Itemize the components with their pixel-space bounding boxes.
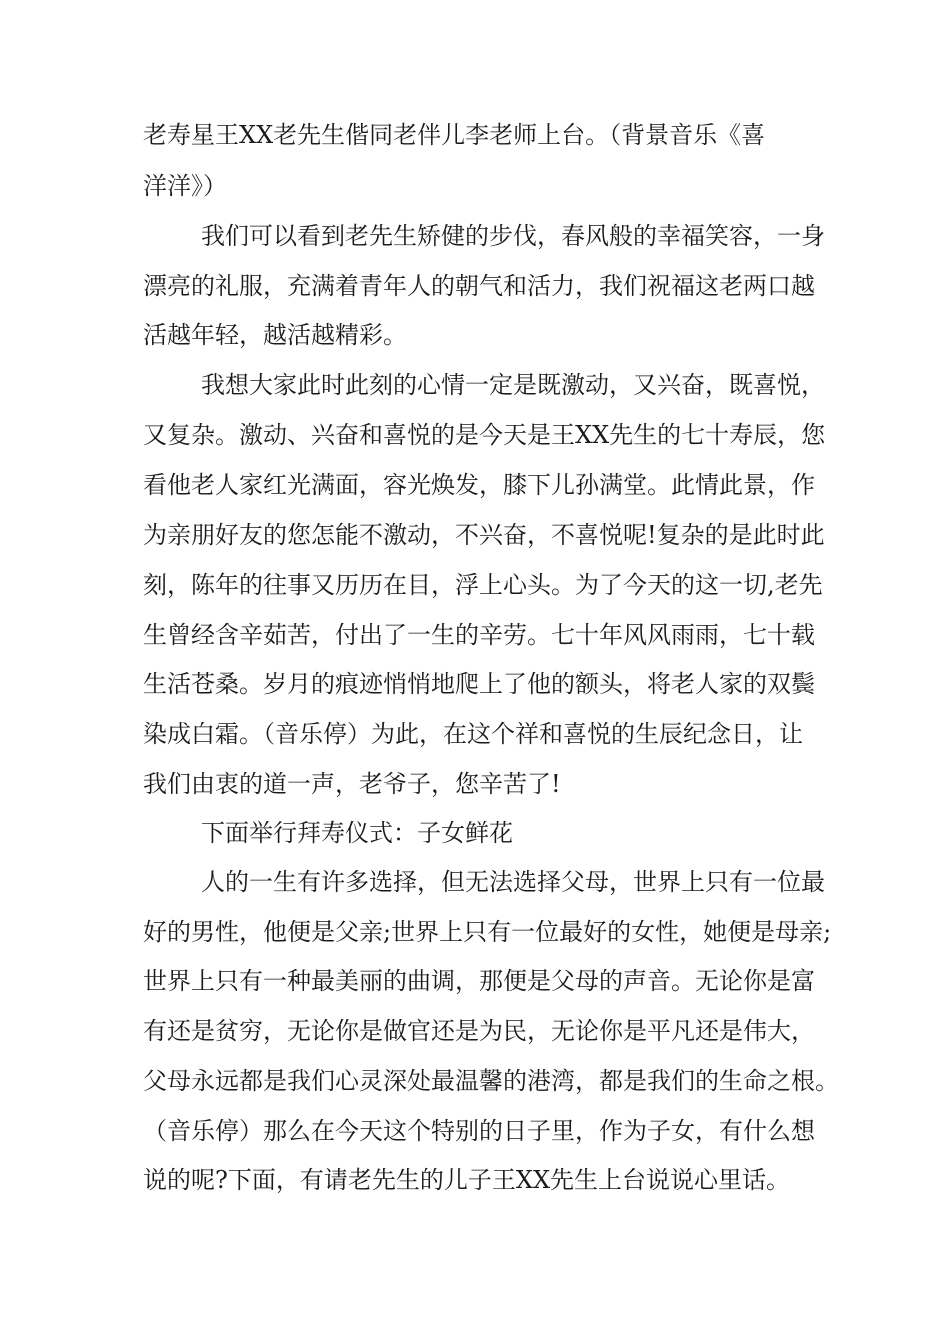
text-line: 染成白霜。（音乐停）为此，在这个祥和喜悦的生辰纪念日，让 [143, 720, 803, 748]
text-line: 世界上只有一种最美丽的曲调，那便是父母的声音。无论你是富 [143, 967, 815, 995]
text-line: 漂亮的礼服，充满着青年人的朝气和活力，我们祝福这老两口越 [143, 272, 815, 300]
text-line: 好的男性，他便是父亲;世界上只有一位最好的女性，她便是母亲; [143, 918, 832, 946]
text-line: 老寿星王XX老先生偕同老伴儿李老师上台。（背景音乐《喜 [143, 121, 766, 149]
paragraph-start-line: 我想大家此时此刻的心情一定是既激动，又兴奋，既喜悦， [201, 371, 825, 399]
text-line: 又复杂。激动、兴奋和喜悦的是今天是王XX先生的七十寿辰，您 [143, 421, 826, 449]
text-line: （音乐停）那么在今天这个特别的日子里，作为子女，有什么想 [143, 1117, 815, 1145]
text-line: 生活苍桑。岁月的痕迹悄悄地爬上了他的额头，将老人家的双鬓 [143, 670, 815, 698]
text-line: 我们由衷的道一声，老爷子，您辛苦了! [143, 770, 561, 798]
text-line: 洋洋》） [143, 172, 227, 200]
text-line: 看他老人家红光满面，容光焕发，膝下儿孙满堂。此情此景，作 [143, 471, 815, 499]
paragraph-start-line: 我们可以看到老先生矫健的步伐，春风般的幸福笑容，一身 [201, 222, 825, 250]
text-line: 说的呢?下面，有请老先生的儿子王XX先生上台说说心里话。 [143, 1166, 791, 1194]
text-line: 父母永远都是我们心灵深处最温馨的港湾，都是我们的生命之根。 [143, 1067, 839, 1095]
text-line: 刻，陈年的往事又历历在目，浮上心头。为了今天的这一切,老先 [143, 571, 823, 599]
text-line: 为亲朋好友的您怎能不激动，不兴奋，不喜悦呢!复杂的是此时此 [143, 521, 825, 549]
paragraph-start-line: 人的一生有许多选择，但无法选择父母，世界上只有一位最 [201, 868, 825, 896]
text-line: 活越年轻，越活越精彩。 [143, 321, 407, 349]
paragraph-start-line: 下面举行拜寿仪式：子女鲜花 [201, 819, 513, 847]
text-line: 有还是贫穷，无论你是做官还是为民，无论你是平凡还是伟大， [143, 1017, 815, 1045]
text-line: 生曾经含辛茹苦，付出了一生的辛劳。七十年风风雨雨，七十载 [143, 621, 815, 649]
